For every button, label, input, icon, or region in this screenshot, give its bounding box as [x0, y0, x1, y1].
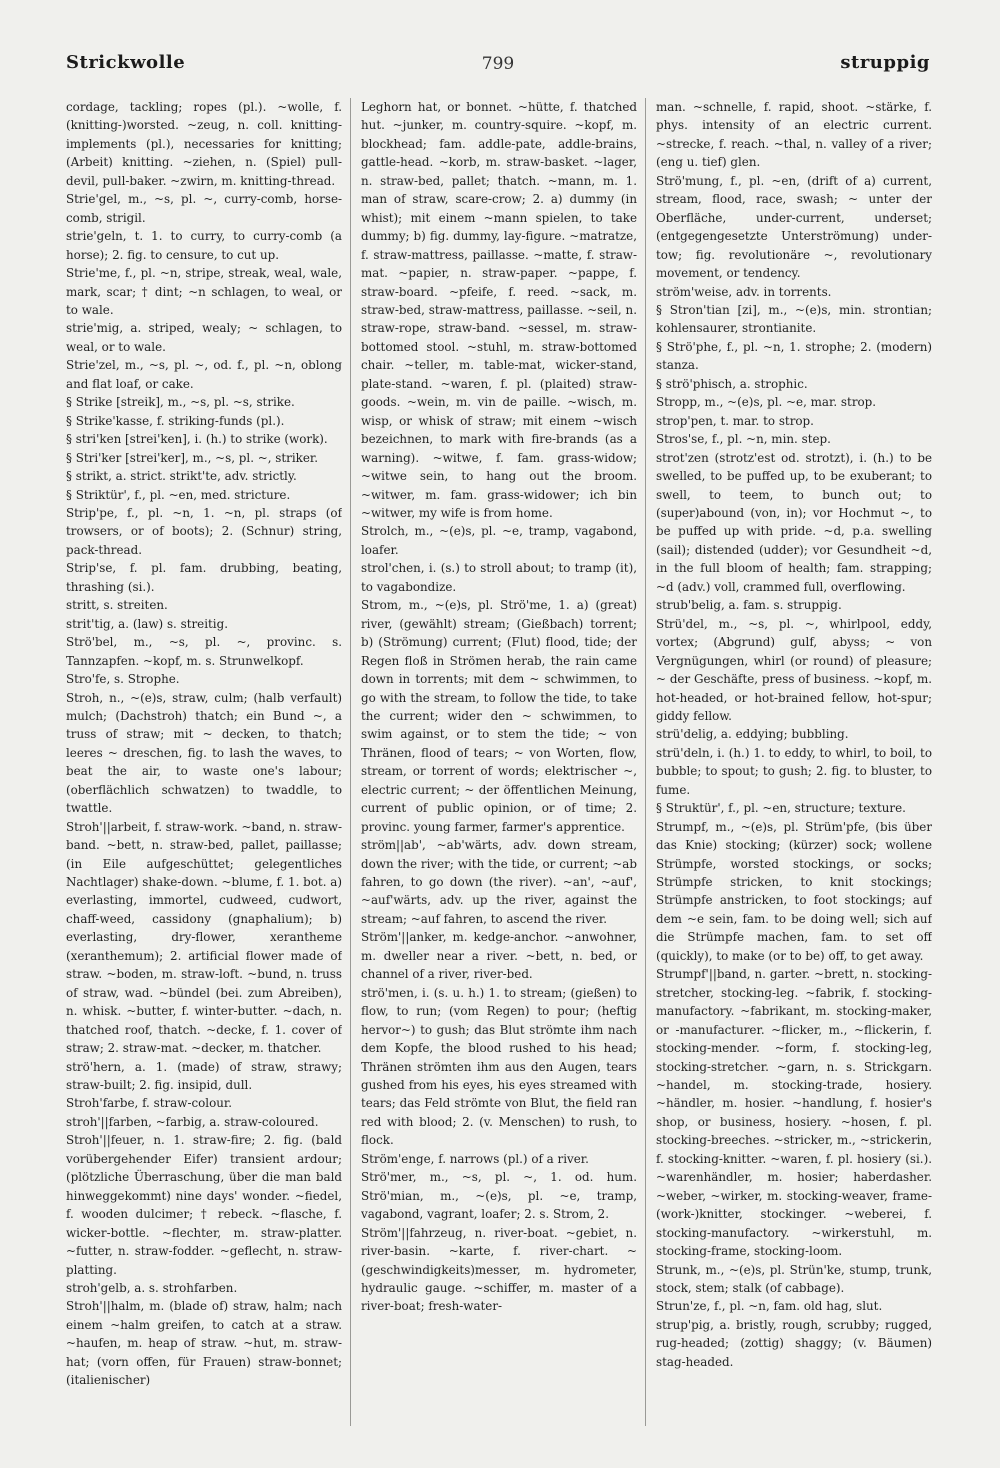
dictionary-entry: man. ~schnelle, f. rapid, shoot. ~stärke, f. phys. intensity of an electric current. ~strecke, f. reach. ~thal, n. valley of a river; (eng u. tief) glen. [656, 100, 932, 170]
dictionary-entry: Ström'enge, f. narrows (pl.) of a river. [361, 1151, 589, 1166]
dictionary-entry: strü'deln, i. (h.) 1. to eddy, to whirl, to boil, to bubble; to spout; to gush; 2. fig. to bluster, to fume. [656, 745, 932, 797]
dictionary-entry: strot'zen (strotz'est od. strotzt), i. (h.) to be swelled, to be puffed up, to be exuberant; to swell, to teem, to bunch out; to (super)abound (von, in); vor Hochmut ~, to be puffed up with pride. ~d, p.a. swelling (sail); distended (udder); vor Gesundheit ~d, in the full bloom of health; fam. strapping; ~d (adv.) voll, crammed full, overflowing. [656, 450, 932, 594]
dictionary-entry: Strü'del, m., ~s, pl. ~, whirlpool, eddy, vortex; (Abgrund) gulf, abyss; ~ von Vergnügungen, whirl (or round) of pleasure; ~ der Geschäfte, press of business. ~kopf, m. hot-headed, or hot-brained fellow, hot-spur; giddy fellow. [656, 616, 932, 723]
dictionary-entry: ström'weise, adv. in torrents. [656, 284, 832, 299]
dictionary-entry: Strip'pe, f., pl. ~n, 1. ~n, pl. straps (of trowsers, or of boots); 2. (Schnur) string, pack-thread. [66, 505, 342, 557]
dictionary-entry: Strolch, m., ~(e)s, pl. ~e, tramp, vagabond, loafer. [361, 524, 637, 557]
dictionary-entry: Strun'ze, f., pl. ~n, fam. old hag, slut. [656, 1299, 883, 1314]
entry-columns [66, 98, 932, 1438]
column-divider [645, 98, 646, 1426]
dictionary-entry: § stri'ken [strei'ken], i. (h.) to strike (work). [66, 432, 328, 447]
dictionary-entry: § Stri'ker [strei'ker], m., ~s, pl. ~, striker. [66, 450, 319, 465]
dictionary-entry: Stroh'||feuer, n. 1. straw-fire; 2. fig. (bald vorübergehender Eifer) transient ardour; (plötzliche Überraschung, über die man bald hinweggekommt) nine days' wonder. ~fiedel, f. wooden dulcimer; † rebeck. ~flasche, f. wicker-bottle. ~flechter, m. straw-platter. ~futter, n. straw-fodder. ~geflecht, n. straw-platting. [66, 1133, 342, 1277]
dictionary-entry: Ström'||anker, m. kedge-anchor. ~anwohner, m. dweller near a river. ~bett, n. bed, or channel of a river, river-bed. [361, 930, 637, 982]
dictionary-entry: stroh'gelb, a. s. strohfarben. [66, 1281, 238, 1295]
dictionary-entry: § Strike [streik], m., ~s, pl. ~s, strike. [66, 395, 295, 410]
dictionary-entry: § Striktür', f., pl. ~en, med. stricture. [66, 487, 291, 502]
dictionary-entry: Ström'||fahrzeug, n. river-boat. ~gebiet, n. river-basin. ~karte, f. river-chart. ~(geschwindigkeits)messer, m. hydrometer, hydraulic gauge. ~schiffer, m. master of a river-boat; fresh-water- [361, 1225, 637, 1314]
dictionary-entry: stritt, s. streiten. [66, 598, 168, 613]
column-divider [350, 98, 351, 1426]
dictionary-entry: Stro'fe, s. Strophe. [66, 672, 180, 687]
dictionary-entry: strol'chen, i. (s.) to stroll about; to tramp (it), to vagabondize. [361, 561, 637, 594]
dictionary-entry: Stroh, n., ~(e)s, straw, culm; (halb verfault) mulch; (Dachstroh) thatch; ein Bund ~, a truss of straw; mit ~ decken, to thatch; leeres ~ dreschen, fig. to lash the waves, to beat the air, to waste one's labour; (oberflächlich schwatzen) to twaddle, to twattle. [66, 690, 342, 816]
dictionary-entry: Strunk, m., ~(e)s, pl. Strün'ke, stump, trunk, stock, stem; stalk (of cabbage). [656, 1262, 932, 1295]
dictionary-entry: ström||ab', ~ab'wärts, adv. down stream, down the river; with the tide, or current; ~ab fahren, to go down (the river). ~an', ~auf', ~auf'wärts, adv. up the river, against the stream; ~auf fahren, to ascend the river. [361, 838, 637, 926]
dictionary-entry: strop'pen, t. mar. to strop. [656, 413, 814, 428]
dictionary-entry: Stroh'||arbeit, f. straw-work. ~band, n. straw-band. ~bett, n. straw-bed, pallet, paillasse; (in Eile aufgeschüttet; gelegentliches Nachtlager) shake-down. ~blume, f. 1. bot. a) everlasting, immortel, cudweed, cudwort, chaff-weed, cassidony (gnaphalium); b) everlasting, dry-flower, xerantheme (xeranthemum); 2. artificial flower made of straw. ~boden, m. straw-loft. ~bund, n. truss of straw, wad. ~bündel (bei. zum Abreiben), n. whisk. ~butter, f. winter-butter. ~dach, n. thatched roof, thatch. ~decke, f. 1. cover of straw; 2. straw-mat. ~decker, m. thatcher. [66, 819, 342, 1056]
dictionary-entry: cordage, tackling; ropes (pl.). ~wolle, f. (knitting-)worsted. ~zeug, n. coll. knitting-implements (pl.), necessaries for knitting; (Arbeit) knitting. ~ziehen, n. (Spiel) pull-devil, pull-baker. ~zwirn, m. knitting-thread. [66, 100, 342, 188]
dictionary-entry: § strikt, a. strict. strikt'te, adv. strictly. [66, 469, 297, 484]
dictionary-entry: Strie'me, f., pl. ~n, stripe, streak, weal, wale, mark, scar; † dint; ~n schlagen, to weal, or to wale. [66, 266, 342, 317]
dictionary-entry: Strö'mung, f., pl. ~en, (drift of a) current, stream, flood, race, swash; ~ unter der Oberfläche, under-current, underset; (entgegengesetzte Unterströmung) under-tow; fig. revolutionäre ~, revolutionary movement, or tendency. [656, 173, 932, 281]
dictionary-entry: Strö'bel, m., ~s, pl. ~, provinc. s. Tannzapfen. ~kopf, m. s. Strunwelkopf. [66, 635, 342, 668]
dictionary-entry: stroh'||farben, ~farbig, a. straw-coloured. [66, 1114, 319, 1129]
dictionary-entry: Strö'mer, m., ~s, pl. ~, 1. od. hum. Strö'mian, m., ~(e)s, pl. ~e, tramp, vagabond, vagrant, loafer; 2. s. Strom, 2. [361, 1170, 637, 1222]
column-1 [66, 98, 342, 1438]
dictionary-entry: Leghorn hat, or bonnet. ~hütte, f. thatched hut. ~junker, m. country-squire. ~kopf, m. blockhead; fam. addle-pate, addle-brains, gattle-head. ~korb, m. straw-basket. ~lager, n. straw-bed, pallet; thatch. ~mann, m. 1. man of straw, scare-crow; 2. a) dummy (in whist); mit einem ~mann spielen, to take dummy; b) fig. dummy, lay-figure. ~matratze, f. straw-mattress, paillasse. ~matte, f. straw-mat. ~papier, n. straw-paper. ~pappe, f. straw-board. ~pfeife, f. reed. ~sack, m. straw-bed, straw-mattress, paillasse. ~seil, n. straw-rope, straw-band. ~sessel, m. straw-bottomed stool. ~stuhl, m. straw-bottomed chair. ~teller, m. table-mat, wicker-stand, plate-stand. ~waren, f. pl. (plaited) straw-goods. ~wein, m. vin de paille. ~wisch, m. wisp, or whisk of straw; mit einem ~wisch bezeichnen, to mark with fire-brands (as a warning). ~witwe, f. fam. grass-widow; ~witwe sein, to hang out the broom. ~witwer, m. fam. grass-widower; ich bin ~witwer, my wife is from home. [361, 100, 637, 520]
dictionary-entry: Strumpf, m., ~(e)s, pl. Strüm'pfe, (bis über das Knie) stocking; (kürzer) sock; wollene Strümpfe, worsted stockings, or socks; Strümpfe stricken, to knit stockings; Strümpfe anstricken, to foot stockings; auf dem ~e sein, fam. to be doing well; sich auf die Strümpfe machen, fam. to set off (quickly), to make (or to be) off, to get away. [656, 819, 932, 963]
guide-word-last: struppig [840, 52, 930, 73]
dictionary-entry: Strie'gel, m., ~s, pl. ~, curry-comb, horse-comb, strigil. [66, 192, 342, 225]
dictionary-entry: Stros'se, f., pl. ~n, min. step. [656, 432, 831, 447]
dictionary-entry: § Stron'tian [zi], m., ~(e)s, min. strontian; kohlensaurer, strontianite. [656, 302, 932, 336]
dictionary-entry: strub'belig, a. fam. s. struppig. [656, 598, 842, 613]
dictionary-entry: Strie'zel, m., ~s, pl. ~, od. f., pl. ~n, oblong and flat loaf, or cake. [66, 358, 342, 391]
dictionary-entry: Stropp, m., ~(e)s, pl. ~e, mar. strop. [656, 395, 877, 410]
column-3 [656, 98, 932, 1438]
dictionary-entry: § strö'phisch, a. strophic. [656, 376, 808, 391]
dictionary-entry: § Struktür', f., pl. ~en, structure; texture. [656, 801, 906, 816]
dictionary-entry: strie'mig, a. striped, wealy; ~ schlagen, to weal, or to wale. [66, 321, 342, 354]
dictionary-entry: Strumpf'||band, n. garter. ~brett, n. stocking-stretcher, stocking-leg. ~fabrik, f. stocking-manufactory. ~fabrikant, m. stocking-maker, or -manufacturer. ~flicker, m., ~flickerin, f. stocking-mender. ~form, f. stocking-leg, stocking-stretcher. ~garn, n. s. Strickgarn. ~handel, m. stocking-trade, hosiery. ~händler, m. hosier. ~handlung, f. hosier's shop, or business, hosiery. ~hosen, f. pl. stocking-breeches. ~stricker, m., ~strickerin, f. stocking-knitter. ~waren, f. pl. hosiery (si.). ~warenhändler, m. hosier; haberdasher. ~weber, ~wirker, m. stocking-weaver, frame-(work-)knitter, stockinger. ~weberei, f. stocking-manufactory. ~wirkerstuhl, m. stocking-frame, stocking-loom. [656, 967, 932, 1259]
dictionary-entry: strie'geln, t. 1. to curry, to curry-comb (a horse); 2. fig. to censure, to cut up. [66, 229, 342, 262]
dictionary-entry: strü'delig, a. eddying; bubbling. [656, 727, 849, 742]
page-number: 799 [481, 54, 515, 74]
dictionary-entry: strö'men, i. (s. u. h.) 1. to stream; (gießen) to flow, to run; (vom Regen) to pour; (heftig hervor~) to gush; das Blut strömte ihm nach dem Kopfe, the blood rushed to his head; Thränen strömten ihm aus den Augen, tears gushed from his eyes, his eyes streamed with tears; das Feld strömte von Blut, the field ran red with blood; 2. (v. Menschen) to rush, to flock. [361, 985, 637, 1148]
dictionary-entry: Strom, m., ~(e)s, pl. Strö'me, 1. a) (great) river, (gewählt) stream; (Gießbach) torrent; b) (Strömung) current; (Flut) flood, tide; der Regen floß in Strömen herab, the rain came down in torrents; mit dem ~ schwimmen, to go with the stream, to follow the tide, to take the current; wider den ~ schwimmen, to swim against, or to stem the tide; ~ von Thränen, flood of tears; ~ von Worten, flow, stream, or torrent of words; elektrischer ~, electric current; ~ der öffentlichen Meinung, current of public opinion, or of time; 2. provinc. young farmer, farmer's apprentice. [361, 598, 637, 834]
dictionary-entry: strup'pig, a. bristly, rough, scrubby; rugged, rug-headed; (zottig) shaggy; (v. Bäumen) stag-headed. [656, 1317, 932, 1369]
dictionary-entry: strit'tig, a. (law) s. streitig. [66, 616, 228, 631]
dictionary-entry: § Strike'kasse, f. striking-funds (pl.). [66, 413, 285, 428]
guide-word-first: Strickwolle [66, 52, 186, 73]
dictionary-entry: Strip'se, f. pl. fam. drubbing, beating, thrashing (si.). [66, 561, 342, 594]
running-head [66, 52, 930, 82]
dictionary-entry: § Strö'phe, f., pl. ~n, 1. strophe; 2. (modern) stanza. [656, 339, 932, 373]
column-2 [361, 98, 637, 1438]
dictionary-entry: Stroh'||halm, m. (blade of) straw, halm; nach einem ~halm greifen, to catch at a straw. ~haufen, m. heap of straw. ~hut, m. straw-hat; (vorn offen, für Frauen) straw-bonnet; (italienischer) [66, 1299, 342, 1388]
dictionary-entry: strö'hern, a. 1. (made) of straw, strawy; straw-built; 2. fig. insipid, dull. [66, 1059, 342, 1093]
dictionary-entry: Stroh'farbe, f. straw-colour. [66, 1096, 233, 1111]
